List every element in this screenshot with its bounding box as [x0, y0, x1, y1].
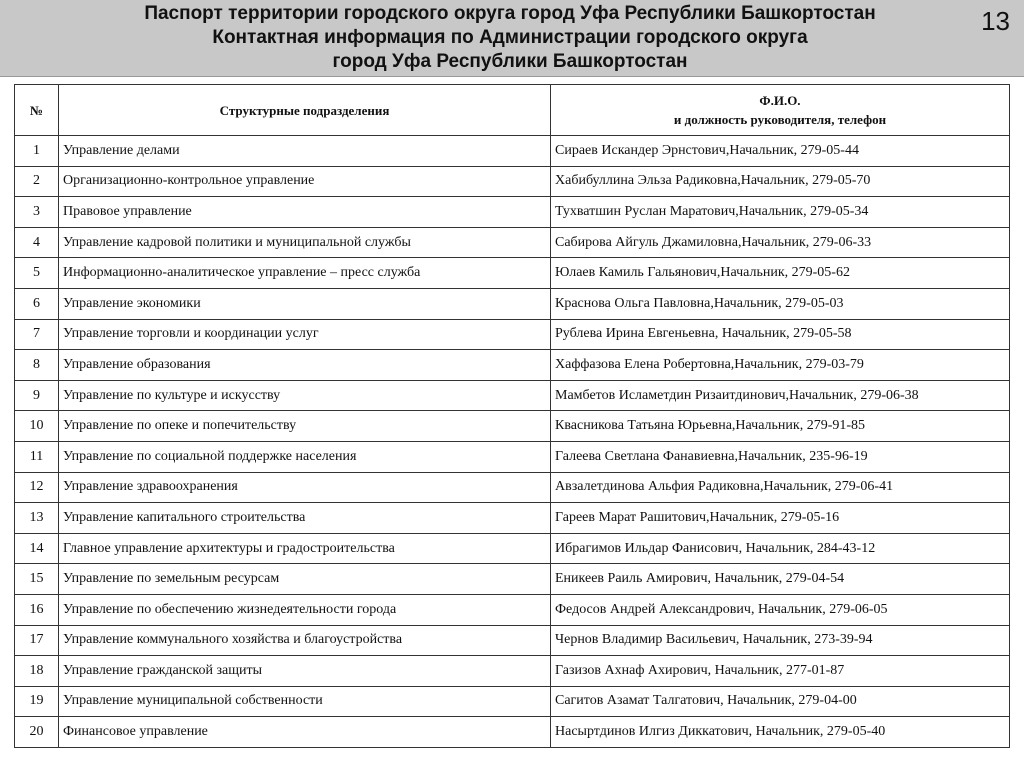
row-number: 6 [15, 288, 59, 319]
head-contact: Гареев Марат Рашитович,Начальник, 279-05-16 [551, 503, 1010, 534]
row-number: 10 [15, 411, 59, 442]
column-header-number: № [15, 85, 59, 136]
row-number: 3 [15, 197, 59, 228]
table-body [15, 136, 1010, 748]
head-contact: Хаффазова Елена Робертовна,Начальник, 279-03-79 [551, 350, 1010, 381]
head-contact: Юлаев Камиль Гальянович,Начальник, 279-05-62 [551, 258, 1010, 289]
department-name: Финансовое управление [59, 717, 551, 748]
department-name: Управление по земельным ресурсам [59, 564, 551, 595]
page-title [30, 2, 990, 74]
department-name: Организационно-контрольное управление [59, 166, 551, 197]
head-contact: Квасникова Татьяна Юрьевна,Начальник, 279-91-85 [551, 411, 1010, 442]
head-contact: Насыртдинов Илгиз Диккатович, Начальник, 279-05-40 [551, 717, 1010, 748]
department-name: Управление капитального строительства [59, 503, 551, 534]
department-name: Главное управление архитектуры и градостроительства [59, 533, 551, 564]
head-contact: Ибрагимов Ильдар Фанисович, Начальник, 284-43-12 [551, 533, 1010, 564]
head-contact: Сагитов Азамат Талгатович, Начальник, 279-04-00 [551, 686, 1010, 717]
row-number: 13 [15, 503, 59, 534]
slide-number: 13 [981, 6, 1010, 36]
department-name: Управление образования [59, 350, 551, 381]
head-contact: Тухватшин Руслан Маратович,Начальник, 279-05-34 [551, 197, 1010, 228]
row-number: 17 [15, 625, 59, 656]
table-row [15, 350, 1010, 381]
row-number: 12 [15, 472, 59, 503]
table-row [15, 472, 1010, 503]
head-contact: Краснова Ольга Павловна,Начальник, 279-05-03 [551, 288, 1010, 319]
department-name: Управление муниципальной собственности [59, 686, 551, 717]
table-row [15, 717, 1010, 748]
row-number: 15 [15, 564, 59, 595]
table-row [15, 411, 1010, 442]
table-row [15, 564, 1010, 595]
table-row [15, 258, 1010, 289]
head-contact: Еникеев Раиль Амирович, Начальник, 279-04-54 [551, 564, 1010, 595]
row-number: 19 [15, 686, 59, 717]
title-line-3: город Уфа Республики Башкортостан [332, 51, 688, 72]
row-number: 9 [15, 380, 59, 411]
head-contact: Хабибуллина Эльза Радиковна,Начальник, 279-05-70 [551, 166, 1010, 197]
table-row [15, 656, 1010, 687]
row-number: 16 [15, 594, 59, 625]
table-row [15, 197, 1010, 228]
table-header-row [15, 85, 1010, 136]
column-header-head-line1: Ф.И.О. [759, 93, 801, 108]
department-name: Управление по культуре и искусству [59, 380, 551, 411]
row-number: 14 [15, 533, 59, 564]
department-name: Правовое управление [59, 197, 551, 228]
department-name: Управление гражданской защиты [59, 656, 551, 687]
department-name: Управление делами [59, 136, 551, 167]
head-contact: Сираев Искандер Эрнстович,Начальник, 279-05-44 [551, 136, 1010, 167]
table-row [15, 319, 1010, 350]
contacts-table [14, 84, 1010, 748]
slide-header [0, 0, 1024, 77]
column-header-department: Структурные подразделения [59, 85, 551, 136]
department-name: Информационно-аналитическое управление – пресс служба [59, 258, 551, 289]
row-number: 11 [15, 441, 59, 472]
head-contact: Сабирова Айгуль Джамиловна,Начальник, 279-06-33 [551, 227, 1010, 258]
head-contact: Чернов Владимир Васильевич, Начальник, 273-39-94 [551, 625, 1010, 656]
title-line-2: Контактная информация по Администрации городского округа [212, 27, 808, 48]
table-row [15, 594, 1010, 625]
row-number: 1 [15, 136, 59, 167]
table-row [15, 533, 1010, 564]
row-number: 18 [15, 656, 59, 687]
row-number: 2 [15, 166, 59, 197]
table-row [15, 227, 1010, 258]
row-number: 8 [15, 350, 59, 381]
head-contact: Газизов Ахнаф Ахирович, Начальник, 277-01-87 [551, 656, 1010, 687]
column-header-head [551, 85, 1010, 136]
table-row [15, 625, 1010, 656]
department-name: Управление по опеке и попечительству [59, 411, 551, 442]
department-name: Управление по обеспечению жизнедеятельности города [59, 594, 551, 625]
department-name: Управление по социальной поддержке населения [59, 441, 551, 472]
head-contact: Мамбетов Исламетдин Ризаитдинович,Начальник, 279-06-38 [551, 380, 1010, 411]
head-contact: Рублева Ирина Евгеньевна, Начальник, 279-05-58 [551, 319, 1010, 350]
table-row [15, 288, 1010, 319]
row-number: 7 [15, 319, 59, 350]
row-number: 20 [15, 717, 59, 748]
department-name: Управление кадровой политики и муниципальной службы [59, 227, 551, 258]
row-number: 5 [15, 258, 59, 289]
table-row [15, 166, 1010, 197]
head-contact: Авзалетдинова Альфия Радиковна,Начальник, 279-06-41 [551, 472, 1010, 503]
row-number: 4 [15, 227, 59, 258]
table-row [15, 380, 1010, 411]
head-contact: Федосов Андрей Александрович, Начальник, 279-06-05 [551, 594, 1010, 625]
department-name: Управление экономики [59, 288, 551, 319]
table-row [15, 136, 1010, 167]
table-row [15, 503, 1010, 534]
column-header-head-line2: и должность руководителя, телефон [673, 112, 887, 127]
department-name: Управление торговли и координации услуг [59, 319, 551, 350]
table-row [15, 686, 1010, 717]
table-row [15, 441, 1010, 472]
head-contact: Галеева Светлана Фанавиевна,Начальник, 235-96-19 [551, 441, 1010, 472]
title-line-1: Паспорт территории городского округа город Уфа Республики Башкортостан [144, 3, 876, 24]
department-name: Управление здравоохранения [59, 472, 551, 503]
department-name: Управление коммунального хозяйства и благоустройства [59, 625, 551, 656]
